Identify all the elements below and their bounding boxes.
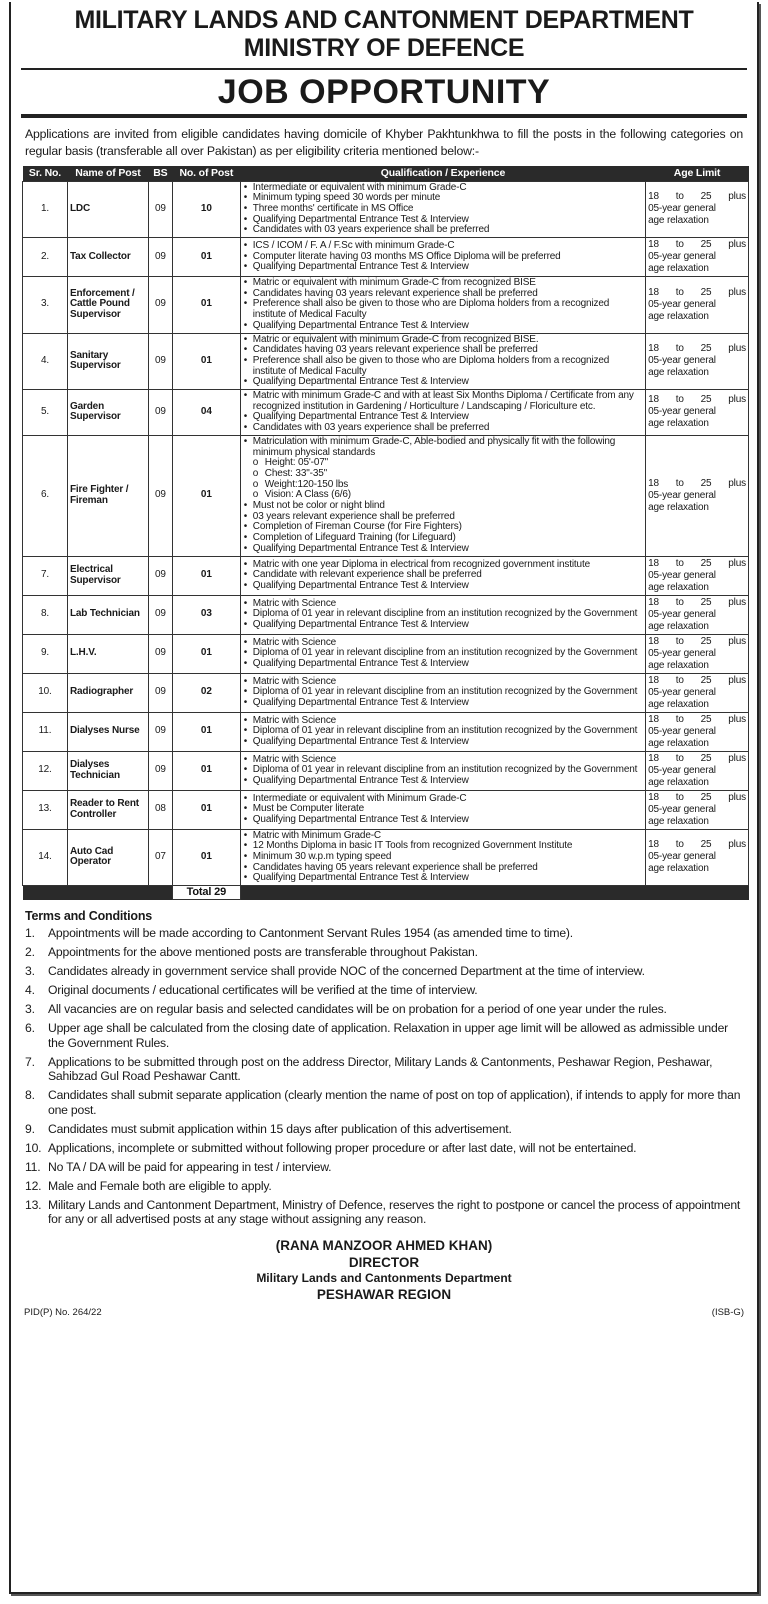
- age-limit-line: age relaxation: [648, 310, 709, 322]
- total-spacer: [240, 886, 748, 900]
- table-row: [23, 829, 749, 886]
- sr-number: 5.: [23, 390, 68, 436]
- term-number: 2.: [25, 945, 35, 960]
- term-text: Applications to be submitted through post on the address Director, Military Lands & Cantonments, Peshawar Region, Peshawar, Sahibzad Gul Road Peshawar Cantt.: [48, 1054, 713, 1084]
- sr-number: 9.: [23, 634, 68, 673]
- age-limit-line: 05-year general: [648, 569, 716, 581]
- post-name: Dialyses Nurse: [67, 712, 148, 751]
- term-number: 10.: [25, 1140, 42, 1155]
- age-limit-line: 05-year general: [648, 251, 716, 263]
- ministry-title: MINISTRY OF DEFENCE: [243, 34, 525, 62]
- table-header: [23, 166, 749, 181]
- qualification-item: • Preference shall also be given to those who are Diploma holders from a recognized institute of Medical Faculty: [243, 356, 643, 377]
- department-title: MILITARY LANDS AND CANTONMENT DEPARTMENT: [74, 6, 694, 34]
- bs-grade: 09: [148, 712, 172, 751]
- term-text: Upper age shall be calculated from the closing date of application. Relaxation in upper age limit will be allowed as admissible under the Government Rules.: [48, 1021, 729, 1050]
- age-limit-line: 05-year general: [648, 686, 716, 698]
- age-limit-cell: [646, 238, 749, 277]
- qualification-item: • Qualifying Departmental Entrance Test & Interview: [243, 620, 643, 631]
- post-count: 01: [172, 556, 240, 595]
- col-bs: BS: [148, 166, 172, 181]
- age-limit-cell: [646, 634, 749, 673]
- age-limit-cell: [646, 556, 749, 595]
- age-limit-line: 05-year general: [648, 355, 716, 367]
- post-count: 01: [172, 634, 240, 673]
- age-limit-line: 18 to 25 plus: [648, 713, 746, 725]
- sr-number: 6.: [23, 435, 68, 556]
- qualification-item: o Chest: 33"-35": [243, 469, 643, 480]
- col-name: Name of Post: [67, 166, 148, 181]
- term-text: Original documents / educational certificates will be verified at the time of interview.: [48, 983, 478, 998]
- bs-grade: 09: [148, 595, 172, 634]
- total-posts: Total 29: [172, 886, 240, 900]
- age-limit-line: 05-year general: [648, 406, 716, 418]
- term-number: 7.: [25, 1054, 35, 1069]
- qualification-item: • 12 Months Diploma in basic IT Tools from recognized Government Institute: [243, 841, 643, 852]
- qualification-cell: [240, 751, 645, 790]
- total-row: [23, 886, 749, 900]
- qualification-item: o Height: 05'-07": [243, 458, 643, 469]
- age-limit-cell: [646, 333, 749, 390]
- table-row: [23, 435, 749, 556]
- term-text: Military Lands and Cantonment Department, Ministry of Defence, reserves the right to postpone or cancel the process of appointment for any or all advertised posts at any stage without assigning any reason.: [48, 1197, 741, 1227]
- bs-grade: 09: [148, 673, 172, 712]
- sr-number: 8.: [23, 595, 68, 634]
- bs-grade: 09: [148, 390, 172, 436]
- qualification-list: [243, 560, 643, 592]
- qualification-item: • Candidates having 03 years relevant experience shall be preferred: [243, 345, 643, 356]
- sr-number: 4.: [23, 333, 68, 390]
- term-number: 3.: [25, 1002, 35, 1017]
- term-item: [25, 1122, 743, 1137]
- post-count: 01: [172, 790, 240, 829]
- qualification-list: [243, 755, 643, 787]
- qualification-item: • Matric with Minimum Grade-C: [243, 831, 643, 842]
- age-limit-line: 18 to 25 plus: [648, 596, 746, 608]
- qualification-item: • Intermediate or equivalent with minimum Grade-C: [243, 183, 643, 194]
- qualification-cell: [240, 712, 645, 751]
- age-limit-line: 18 to 25 plus: [648, 791, 746, 803]
- term-item: [25, 1179, 743, 1194]
- age-limit-line: 05-year general: [648, 608, 716, 620]
- bs-grade: 09: [148, 751, 172, 790]
- qualification-item: • Diploma of 01 year in relevant discipline from an institution recognized by the Government: [243, 609, 643, 620]
- qualification-item: • Minimum 30 w.p.m typing speed: [243, 852, 643, 863]
- qualification-item: • Qualifying Departmental Entrance Test & Interview: [243, 544, 643, 555]
- age-limit-line: 05-year general: [648, 851, 716, 863]
- qualification-item: • Diploma of 01 year in relevant discipline from an institution recognized by the Government: [243, 765, 643, 776]
- sr-number: 3.: [23, 277, 68, 334]
- age-limit-line: age relaxation: [648, 737, 709, 749]
- age-limit-cell: [646, 673, 749, 712]
- age-limit-cell: [646, 277, 749, 334]
- table-row: [23, 333, 749, 390]
- qualification-item: • Qualifying Departmental Entrance Test & Interview: [243, 873, 643, 884]
- table-row: [23, 181, 749, 238]
- table-row: [23, 238, 749, 277]
- qualification-cell: [240, 435, 645, 556]
- qualification-item: • Diploma of 01 year in relevant discipline from an institution recognized by the Government: [243, 726, 643, 737]
- age-limit-line: 05-year general: [648, 203, 716, 215]
- age-limit-cell: [646, 712, 749, 751]
- qualification-item: • Qualifying Departmental Entrance Test & Interview: [243, 737, 643, 748]
- qualification-cell: [240, 556, 645, 595]
- bs-grade: 09: [148, 634, 172, 673]
- term-item: [25, 1160, 743, 1175]
- sr-number: 2.: [23, 238, 68, 277]
- age-limit-line: age relaxation: [648, 581, 709, 593]
- table-row: [23, 595, 749, 634]
- post-name: Electrical Supervisor: [67, 556, 148, 595]
- term-item: [25, 1002, 743, 1017]
- qualification-item: • Matric or equivalent with minimum Grade-C from recognized BISE: [243, 278, 643, 289]
- term-text: Applications, incomplete or submitted without following proper procedure or after last date, will not be entertained.: [48, 1140, 637, 1155]
- age-limit-line: 05-year general: [648, 298, 716, 310]
- post-count: 01: [172, 751, 240, 790]
- age-limit-cell: [646, 181, 749, 238]
- qualification-item: • Candidates with 03 years experience shall be preferred: [243, 423, 643, 434]
- qualification-item: • Qualifying Departmental Entrance Test & Interview: [243, 581, 643, 592]
- age-limit-line: 18 to 25 plus: [648, 191, 746, 203]
- age-limit-line: age relaxation: [648, 418, 709, 430]
- qualification-item: • Matric with Science: [243, 599, 643, 610]
- qualification-item: • Computer literate having 03 months MS Office Diploma will be preferred: [243, 252, 643, 263]
- post-name: Reader to Rent Controller: [67, 790, 148, 829]
- term-item: [25, 1141, 743, 1156]
- term-item: [25, 964, 743, 979]
- qualification-item: • Qualifying Departmental Entrance Test & Interview: [243, 698, 643, 709]
- term-text: All vacancies are on regular basis and selected candidates will be on probation for a period of one year under the rules.: [48, 1002, 667, 1017]
- age-limit-line: age relaxation: [648, 263, 709, 275]
- post-count: 03: [172, 595, 240, 634]
- sr-number: 12.: [23, 751, 68, 790]
- bs-grade: 08: [148, 790, 172, 829]
- post-count: 01: [172, 829, 240, 886]
- post-name: Lab Technician: [67, 595, 148, 634]
- sr-number: 14.: [23, 829, 68, 886]
- qualification-list: [243, 831, 643, 885]
- age-limit-line: age relaxation: [648, 215, 709, 227]
- term-text: Candidates already in government service shall provide NOC of the concerned Department at the time of interview.: [48, 964, 645, 979]
- bs-grade: 09: [148, 277, 172, 334]
- table-row: [23, 673, 749, 712]
- term-text: Candidates must submit application within 15 days after publication of this advertisement.: [48, 1121, 512, 1136]
- bs-grade: 09: [148, 238, 172, 277]
- qualification-item: o Vision: A Class (6/6): [243, 490, 643, 501]
- jobs-table: [22, 166, 749, 900]
- term-item: [25, 983, 743, 998]
- qualification-list: [243, 241, 643, 273]
- qualification-cell: [240, 634, 645, 673]
- qualification-item: • Qualifying Departmental Entrance Test & Interview: [243, 321, 643, 332]
- post-count: 04: [172, 390, 240, 436]
- post-count: 02: [172, 673, 240, 712]
- qualification-item: • Must not be color or night blind: [243, 501, 643, 512]
- qualification-cell: [240, 595, 645, 634]
- post-name: LDC: [67, 181, 148, 238]
- qualification-list: [243, 278, 643, 332]
- sr-number: 1.: [23, 181, 68, 238]
- qualification-item: • Matric with Science: [243, 677, 643, 688]
- table-row: [23, 556, 749, 595]
- term-number: 12.: [25, 1178, 42, 1193]
- age-limit-cell: [646, 790, 749, 829]
- page-title: JOB OPPORTUNITY: [21, 68, 747, 114]
- qualification-cell: [240, 277, 645, 334]
- qualification-item: • Matric with one year Diploma in electrical from recognized government institute: [243, 560, 643, 571]
- sr-number: 13.: [23, 790, 68, 829]
- term-text: Appointments will be made according to Cantonment Servant Rules 1954 (as amended time to time).: [48, 926, 573, 941]
- age-limit-line: age relaxation: [648, 659, 709, 671]
- title-divider: [21, 114, 747, 118]
- qualification-item: • Matric with Science: [243, 755, 643, 766]
- intro-text: Applications are invited from eligible candidates having domicile of Khyber Pakhtunkhwa to fill the posts in the following categories on regular basis (transferable all over Pakistan) as per eligibility criteria mentioned below:-: [25, 127, 743, 158]
- post-name: Radiographer: [67, 673, 148, 712]
- qualification-item: • Diploma of 01 year in relevant discipline from an institution recognized by the Government: [243, 687, 643, 698]
- qualification-item: • Qualifying Departmental Entrance Test & Interview: [243, 659, 643, 670]
- age-limit-line: 18 to 25 plus: [648, 674, 746, 686]
- qualification-list: [243, 677, 643, 709]
- term-number: 4.: [25, 983, 35, 998]
- table-row: [23, 712, 749, 751]
- qualification-item: • ICS / ICOM / F. A / F.Sc with minimum Grade-C: [243, 241, 643, 252]
- post-name: Auto Cad Operator: [67, 829, 148, 886]
- qualification-list: [243, 794, 643, 826]
- term-item: [25, 1198, 743, 1227]
- age-limit-line: 18 to 25 plus: [648, 394, 746, 406]
- qualification-item: • Intermediate or equivalent with Minimum Grade-C: [243, 794, 643, 805]
- term-text: Candidates shall submit separate application (clearly mention the name of post on top of application), if intends to apply for more than one post.: [48, 1088, 741, 1117]
- age-limit-line: 18 to 25 plus: [648, 286, 746, 298]
- qualification-list: [243, 638, 643, 670]
- qualification-list: [243, 716, 643, 748]
- signatory-designation: DIRECTOR: [348, 1254, 420, 1270]
- qualification-item: • Qualifying Departmental Entrance Test & Interview: [243, 215, 643, 226]
- age-limit-line: 05-year general: [648, 489, 716, 501]
- qualification-cell: [240, 181, 645, 238]
- qualification-item: • Completion of Fireman Course (for Fire Fighters): [243, 522, 643, 533]
- term-text: Male and Female both are eligible to apply.: [48, 1178, 272, 1193]
- sr-number: 11.: [23, 712, 68, 751]
- table-row: [23, 751, 749, 790]
- qualification-item: • Completion of Lifeguard Training (for Lifeguard): [243, 533, 643, 544]
- qualification-item: • Matric or equivalent with minimum Grade-C from recognized BISE.: [243, 335, 643, 346]
- term-item: [25, 926, 743, 941]
- pid-number: PID(P) No. 264/22: [24, 1306, 102, 1318]
- term-number: 6.: [25, 1021, 35, 1036]
- post-name: Tax Collector: [67, 238, 148, 277]
- qualification-list: [243, 391, 643, 434]
- term-number: 8.: [25, 1088, 35, 1103]
- age-limit-line: 18 to 25 plus: [648, 635, 746, 647]
- qualification-item: • Candidates having 05 years relevant experience shall be preferred: [243, 863, 643, 874]
- post-name: Garden Supervisor: [67, 390, 148, 436]
- age-limit-line: 18 to 25 plus: [648, 557, 746, 569]
- age-limit-line: age relaxation: [648, 776, 709, 788]
- post-count: 01: [172, 435, 240, 556]
- advertisement: [9, 2, 759, 1594]
- qualification-cell: [240, 238, 645, 277]
- age-limit-line: 05-year general: [648, 803, 716, 815]
- post-name: Sanitary Supervisor: [67, 333, 148, 390]
- qualification-item: • Diploma of 01 year in relevant discipline from an institution recognized by the Government: [243, 648, 643, 659]
- qualification-item: • Matriculation with minimum Grade-C, Able-bodied and physically fit with the following minimum physical standards: [243, 437, 643, 458]
- qualification-list: [243, 335, 643, 389]
- signatory-department: Military Lands and Cantonments Department: [256, 1270, 512, 1285]
- terms-title: Terms and Conditions: [25, 909, 153, 924]
- qualification-item: • Candidate with relevant experience shall be preferred: [243, 570, 643, 581]
- post-name: L.H.V.: [67, 634, 148, 673]
- qualification-cell: [240, 673, 645, 712]
- qualification-item: o Weight:120-150 lbs: [243, 480, 643, 491]
- age-limit-line: 18 to 25 plus: [648, 839, 746, 851]
- qualification-item: • 03 years relevant experience shall be preferred: [243, 512, 643, 523]
- post-name: Dialyses Technician: [67, 751, 148, 790]
- qualification-cell: [240, 829, 645, 886]
- age-limit-line: 18 to 25 plus: [648, 343, 746, 355]
- qualification-cell: [240, 790, 645, 829]
- qualification-item: • Matric with Science: [243, 716, 643, 727]
- age-limit-line: 05-year general: [648, 764, 716, 776]
- term-text: Appointments for the above mentioned posts are transferable throughout Pakistan.: [48, 945, 478, 960]
- post-count: 01: [172, 333, 240, 390]
- bs-grade: 09: [148, 181, 172, 238]
- post-count: 01: [172, 238, 240, 277]
- qualification-item: • Minimum typing speed 30 words per minute: [243, 193, 643, 204]
- qualification-item: • Candidates with 03 years experience shall be preferred: [243, 225, 643, 236]
- term-text: No TA / DA will be paid for appearing in test / interview.: [48, 1159, 332, 1174]
- term-item: [25, 945, 743, 960]
- age-limit-line: 18 to 25 plus: [648, 752, 746, 764]
- signatory-name: (RANA MANZOOR AHMED KHAN): [275, 1237, 493, 1253]
- age-limit-line: 18 to 25 plus: [648, 239, 746, 251]
- table-row: [23, 277, 749, 334]
- table-row: [23, 390, 749, 436]
- total-spacer: [23, 886, 173, 900]
- qualification-item: • Three months' certificate in MS Office: [243, 204, 643, 215]
- bs-grade: 09: [148, 435, 172, 556]
- signature-block: [11, 1237, 757, 1303]
- term-number: 3.: [25, 964, 35, 979]
- post-name: Fire Fighter / Fireman: [67, 435, 148, 556]
- post-name: Enforcement / Cattle Pound Supervisor: [67, 277, 148, 334]
- qualification-item: • Qualifying Departmental Entrance Test & Interview: [243, 412, 643, 423]
- age-limit-line: age relaxation: [648, 815, 709, 827]
- qualification-item: • Qualifying Departmental Entrance Test & Interview: [243, 815, 643, 826]
- table-row: [23, 790, 749, 829]
- term-number: 13.: [25, 1197, 42, 1212]
- term-number: 1.: [25, 926, 35, 941]
- signatory-region: PESHAWAR REGION: [316, 1286, 452, 1302]
- age-limit-line: age relaxation: [648, 501, 709, 513]
- age-limit-line: 05-year general: [648, 647, 716, 659]
- qualification-item: • Matric with Science: [243, 638, 643, 649]
- qualification-item: • Candidates having 03 years relevant experience shall be preferred: [243, 289, 643, 300]
- sr-number: 10.: [23, 673, 68, 712]
- term-number: 9.: [25, 1121, 35, 1136]
- qualification-list: [243, 183, 643, 237]
- qualification-item: • Qualifying Departmental Entrance Test & Interview: [243, 377, 643, 388]
- term-item: [25, 1088, 743, 1117]
- age-limit-cell: [646, 751, 749, 790]
- qualification-item: • Qualifying Departmental Entrance Test & Interview: [243, 776, 643, 787]
- qualification-item: • Preference shall also be given to those who are Diploma holders from a recognized institute of Medical Faculty: [243, 299, 643, 320]
- qualification-item: • Matric with minimum Grade-C and with at least Six Months Diploma / Certificate from any recognized institution in Gardening / Horticulture / Landscaping / Floriculture etc.: [243, 391, 643, 412]
- age-limit-line: 18 to 25 plus: [648, 477, 746, 489]
- col-sr: Sr. No.: [23, 166, 68, 181]
- post-count: 01: [172, 712, 240, 751]
- isb-code: (ISB-G): [711, 1306, 744, 1318]
- table-row: [23, 634, 749, 673]
- qualification-item: • Qualifying Departmental Entrance Test & Interview: [243, 262, 643, 273]
- qualification-cell: [240, 390, 645, 436]
- bs-grade: 09: [148, 333, 172, 390]
- age-limit-line: age relaxation: [648, 863, 709, 875]
- post-count: 10: [172, 181, 240, 238]
- col-qualification: Qualification / Experience: [240, 166, 645, 181]
- bs-grade: 09: [148, 556, 172, 595]
- age-limit-line: age relaxation: [648, 698, 709, 710]
- post-count: 01: [172, 277, 240, 334]
- age-limit-line: 05-year general: [648, 725, 716, 737]
- term-item: [25, 1021, 743, 1050]
- age-limit-line: age relaxation: [648, 367, 709, 379]
- qualification-item: • Must be Computer literate: [243, 804, 643, 815]
- terms-section: [25, 909, 743, 1227]
- bs-grade: 07: [148, 829, 172, 886]
- footer: [24, 1307, 744, 1318]
- age-limit-cell: [646, 390, 749, 436]
- age-limit-cell: [646, 829, 749, 886]
- col-posts: No. of Post: [172, 166, 240, 181]
- qualification-cell: [240, 333, 645, 390]
- age-limit-line: age relaxation: [648, 620, 709, 632]
- sr-number: 7.: [23, 556, 68, 595]
- term-item: [25, 1055, 743, 1084]
- qualification-list: [243, 437, 643, 555]
- col-age: Age Limit: [646, 166, 749, 181]
- age-limit-cell: [646, 595, 749, 634]
- age-limit-cell: [646, 435, 749, 556]
- term-number: 11.: [25, 1159, 41, 1174]
- qualification-list: [243, 599, 643, 631]
